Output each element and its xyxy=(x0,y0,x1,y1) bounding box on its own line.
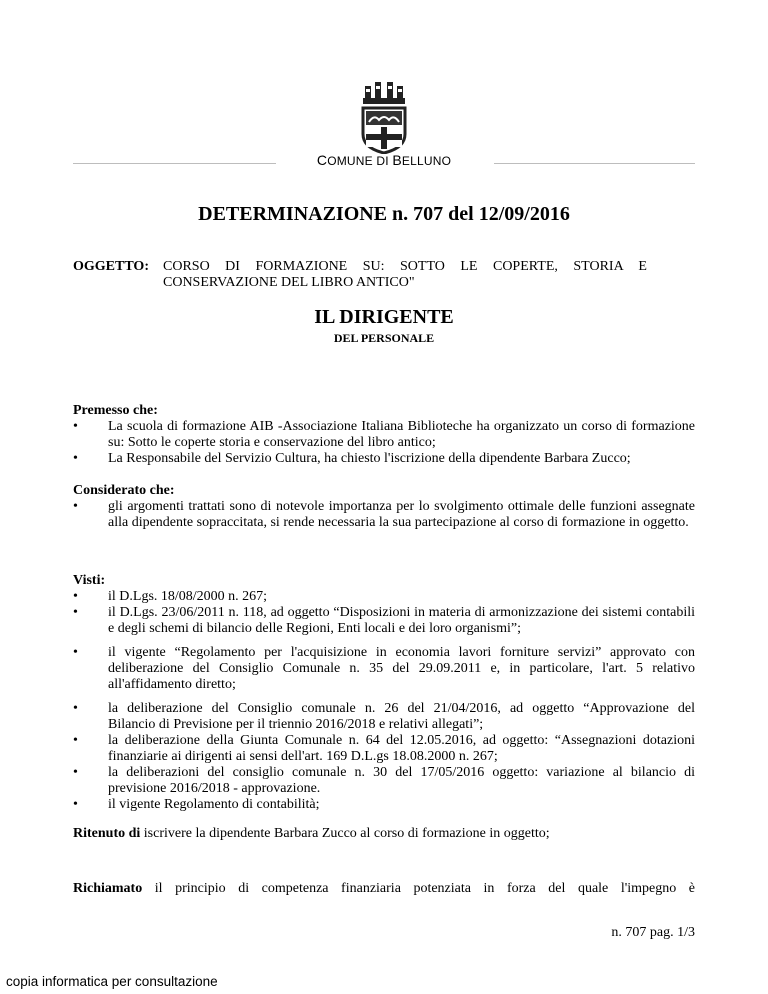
bullet-icon: • xyxy=(73,451,78,466)
bullet-icon: • xyxy=(73,645,78,660)
premesso-item: La Responsabile del Servizio Cultura, ha chiesto l'iscrizione della dipendente Barbara Zucco; xyxy=(108,451,631,466)
authority-title: IL DIRIGENTE xyxy=(314,306,454,328)
page-number: n. 707 pag. 1/3 xyxy=(611,925,695,940)
bullet-icon: • xyxy=(73,765,78,780)
authority-subtitle: DEL PERSONALE xyxy=(333,331,435,345)
visti-item: il vigente Regolamento di contabilità; xyxy=(108,797,320,812)
oggetto-line-2: CONSERVAZIONE DEL LIBRO ANTICO" xyxy=(163,275,415,290)
oggetto-label: OGGETTO: xyxy=(73,259,149,274)
header-rule-left xyxy=(73,163,276,164)
bullet-icon: • xyxy=(73,589,78,604)
bullet-icon: • xyxy=(73,605,78,620)
richiamato-paragraph: Richiamato il principio di competenza finanziaria potenziata in forza del quale l'impegno è xyxy=(73,881,695,896)
bullet-icon: • xyxy=(73,733,78,748)
considerato-heading: Considerato che: xyxy=(73,483,175,498)
visti-item: il D.Lgs. 18/08/2000 n. 267; xyxy=(108,589,268,604)
comune-di-belluno-crest-icon xyxy=(359,78,409,154)
visti-item: il vigente “Regolamento per l'acquisizione in economia lavori forniture servizi” approvato con deliberazione del Consiglio Comunale n. 35 del 29.09.2011 e, in particolare, l'art. 5 relativo all'affidamento diretto; xyxy=(108,645,695,692)
city-name: COMUNE DI BELLUNO xyxy=(316,152,452,168)
visti-item: la deliberazioni del consiglio comunale n. 30 del 17/05/2016 oggetto: variazione al bilancio di previsione 2016/2018 - approvazione. xyxy=(108,765,695,796)
ritenuto-paragraph: Ritenuto di iscrivere la dipendente Barbara Zucco al corso di formazione in oggetto; xyxy=(73,826,550,841)
bullet-icon: • xyxy=(73,419,78,434)
footer-note: copia informatica per consultazione xyxy=(6,974,218,989)
considerato-item: gli argomenti trattati sono di notevole importanza per lo svolgimento ottimale delle funzioni assegnate alla dipendente sopraccitata, si rende necessaria la sua partecipazione al corso di formazione in oggetto. xyxy=(108,499,695,530)
visti-heading: Visti: xyxy=(73,573,106,588)
premesso-heading: Premesso che: xyxy=(73,403,158,418)
premesso-item: La scuola di formazione AIB -Associazione Italiana Biblioteche ha organizzato un corso di formazione su: Sotto le coperte storia e conservazione del libro antico; xyxy=(108,419,695,450)
oggetto-line-1: CORSO DI FORMAZIONE SU: SOTTO LE COPERTE, STORIA E xyxy=(163,259,647,274)
visti-item: il D.Lgs. 23/06/2011 n. 118, ad oggetto “Disposizioni in materia di armonizzazione dei sistemi contabili e degli schemi di bilancio delle Regioni, Enti locali e dei loro organismi”; xyxy=(108,605,695,636)
bullet-icon: • xyxy=(73,797,78,812)
visti-item: la deliberazione della Giunta Comunale n. 64 del 12.05.2016, ad oggetto: “Assegnazioni dotazioni finanziarie ai dirigenti ai sensi dell'art. 169 D.L.gs 18.08.2000 n. 267; xyxy=(108,733,695,764)
header-rule-right xyxy=(494,163,695,164)
document-title: DETERMINAZIONE n. 707 del 12/09/2016 xyxy=(198,203,570,225)
visti-item: la deliberazione del Consiglio comunale n. 26 del 21/04/2016, ad oggetto “Approvazione del Bilancio di Previsione per il triennio 2016/2018 e relativi allegati”; xyxy=(108,701,716,732)
bullet-icon: • xyxy=(73,499,78,514)
bullet-icon: • xyxy=(73,701,78,716)
